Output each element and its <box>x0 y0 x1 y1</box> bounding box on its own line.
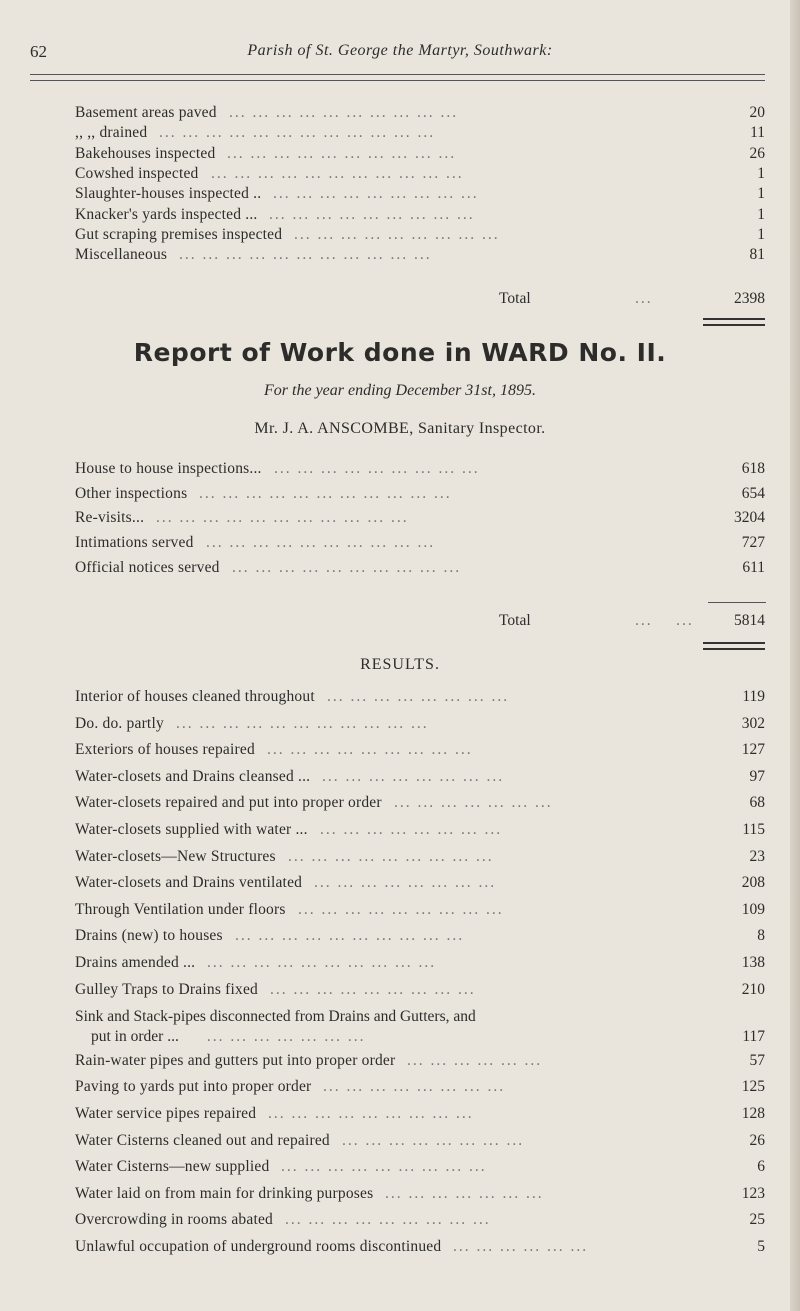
item-value: 119 <box>742 688 765 705</box>
list-item: Through Ventilation under floors 109 ... ... ... ... ... ... ... ... ... <box>75 900 765 918</box>
results-heading: RESULTS. <box>360 656 440 673</box>
item-label: Interior of houses cleaned throughout <box>75 688 315 705</box>
list-item: Water-closets and Drains cleansed ... 97 ... ... ... ... ... ... ... ... <box>75 767 765 785</box>
item-value: 128 <box>741 1105 765 1122</box>
item-value: 1 <box>757 185 765 203</box>
list-item: Basement areas paved 20 ... ... ... ... ... ... ... ... ... ... <box>75 104 765 121</box>
item-label: Official notices served <box>75 558 220 576</box>
item-value: 115 <box>742 821 765 838</box>
list-item: Paving to yards put into proper order 125 ... ... ... ... ... ... ... ... <box>75 1078 765 1096</box>
item-label: Drains (new) to houses <box>75 927 223 945</box>
item-value: 208 <box>741 874 765 892</box>
item-label: Gut scraping premises inspected <box>75 225 283 243</box>
item-label: Unlawful occupation of underground rooms discontinued <box>75 1238 442 1255</box>
item-value: 1 <box>757 164 765 182</box>
item-value: 57 <box>749 1051 765 1069</box>
total-label: Total <box>499 290 531 307</box>
item-label: Paving to yards put into proper order <box>75 1078 312 1096</box>
item-label: Water-closets supplied with water ... <box>75 821 308 838</box>
item-label: Basement areas paved <box>75 104 217 121</box>
item-value: 138 <box>741 954 765 971</box>
header-rule-2 <box>30 80 765 81</box>
list-item: Knacker's yards inspected ... 1 ... ... ... ... ... ... ... ... ... <box>75 205 765 223</box>
item-value: 117 <box>742 1028 765 1046</box>
item-label: Water Cisterns cleaned out and repaired <box>75 1131 330 1149</box>
item-value: 3204 <box>734 509 765 527</box>
item-label: Water Cisterns—new supplied <box>75 1158 270 1176</box>
item-label: Water-closets and Drains cleansed ... <box>75 767 311 785</box>
list-item: Rain-water pipes and gutters put into proper order 57 ... ... ... ... ... ... <box>75 1051 765 1069</box>
item-label: Knacker's yards inspected ... <box>75 205 258 223</box>
item-label: Bakehouses inspected <box>75 144 216 162</box>
page-header <box>30 42 770 64</box>
item-value: 20 <box>749 104 765 121</box>
item-label: Water-closets and Drains ventilated <box>75 874 303 892</box>
item-value: 81 <box>749 246 765 264</box>
report-subtitle: For the year ending December 31st, 1895. <box>264 382 536 399</box>
item-value: 6 <box>757 1158 765 1176</box>
list-item: Overcrowding in rooms abated 25 ... ... ... ... ... ... ... ... ... <box>75 1211 765 1229</box>
item-value: 1 <box>757 205 765 223</box>
total-label: Total <box>499 612 531 629</box>
item-label: Re-visits... <box>75 509 145 527</box>
list-item: Water-closets repaired and put into proper order 68 ... ... ... ... ... ... ... <box>75 794 765 812</box>
item-label: Intimations served <box>75 534 194 552</box>
list-item: Water Cisterns cleaned out and repaired 26 ... ... ... ... ... ... ... ... <box>75 1131 765 1149</box>
item-label: Gulley Traps to Drains fixed <box>75 980 258 998</box>
list-item: Slaughter-houses inspected .. 1 ... ... ... ... ... ... ... ... ... <box>75 185 765 203</box>
item-label: Exteriors of houses repaired <box>75 741 255 759</box>
item-value: 25 <box>749 1211 765 1229</box>
item-value: 109 <box>741 900 765 918</box>
list-item: Official notices served 611 ... ... ... ... ... ... ... ... ... ... <box>75 558 765 576</box>
item-label: Cowshed inspected <box>75 164 199 182</box>
item-value: 125 <box>741 1078 765 1096</box>
list-item: Exteriors of houses repaired 127 ... ... ... ... ... ... ... ... ... <box>75 741 765 759</box>
item-label: Do. do. partly <box>75 714 164 732</box>
double-rule <box>703 642 765 650</box>
item-label: Through Ventilation under floors <box>75 900 286 918</box>
item-value: 727 <box>741 534 765 552</box>
list-item: Cowshed inspected 1 ... ... ... ... ... ... ... ... ... ... ... <box>75 164 765 182</box>
item-value: 210 <box>741 980 765 998</box>
total-value: 5814 <box>734 612 765 629</box>
item-label: House to house inspections... <box>75 460 262 477</box>
list-item: Intimations served 727 ... ... ... ... ... ... ... ... ... ... <box>75 534 765 552</box>
item-value: 302 <box>741 714 765 732</box>
list-item: Do. do. partly 302 ... ... ... ... ... ... ... ... ... ... ... <box>75 714 765 732</box>
list-item: Bakehouses inspected 26 ... ... ... ... ... ... ... ... ... ... <box>75 144 765 162</box>
page-number: 62 <box>30 42 47 61</box>
report-title: Report of Work done in WARD No. II. <box>133 338 667 367</box>
item-value: 26 <box>749 1131 765 1149</box>
list-item: ,, ,, drained 11 ... ... ... ... ... ... ... ... ... ... ... ... <box>75 124 765 142</box>
total-value: 2398 <box>734 290 765 307</box>
item-label: Sink and Stack-pipes disconnected from Drains and Gutters, and <box>75 1008 476 1026</box>
item-value: 123 <box>741 1184 765 1202</box>
list-item: House to house inspections... 618 ... ... ... ... ... ... ... ... ... <box>75 460 765 477</box>
item-label: Other inspections <box>75 484 188 502</box>
item-value: 127 <box>741 741 765 759</box>
list-item: Interior of houses cleaned throughout 119 ... ... ... ... ... ... ... ... <box>75 688 765 705</box>
list-item: Water-closets—New Structures 23 ... ... ... ... ... ... ... ... ... <box>75 847 765 865</box>
list-item: Other inspections 654 ... ... ... ... ... ... ... ... ... ... ... <box>75 484 765 502</box>
item-value: 5 <box>757 1238 765 1255</box>
item-label: Drains amended ... <box>75 954 196 971</box>
double-rule <box>703 318 765 326</box>
item-value: 97 <box>749 767 765 785</box>
item-label: Overcrowding in rooms abated <box>75 1211 274 1229</box>
sum-rule <box>708 602 766 603</box>
item-label: Water laid on from main for drinking purposes <box>75 1184 374 1202</box>
item-value: 611 <box>742 558 765 576</box>
list-item: Drains amended ... 138 ... ... ... ... ... ... ... ... ... ... <box>75 954 765 971</box>
item-label-text: put in order ... <box>91 1028 179 1046</box>
list-item: Water service pipes repaired 128 ... ... ... ... ... ... ... ... ... <box>75 1105 765 1122</box>
running-title: Parish of St. George the Martyr, Southwark: <box>247 42 553 59</box>
list-item: Gulley Traps to Drains fixed 210 ... ... ... ... ... ... ... ... ... <box>75 980 765 998</box>
list-item: Miscellaneous 81 ... ... ... ... ... ... ... ... ... ... ... <box>75 246 765 264</box>
item-label: Miscellaneous <box>75 246 168 264</box>
item-value: 1 <box>757 225 765 243</box>
inspector-line: Mr. J. A. ANSCOMBE, Sanitary Inspector. <box>254 420 546 437</box>
list-item <box>75 1007 765 1047</box>
item-value: 8 <box>757 927 765 945</box>
item-label-continued: put in order ... ... ... ... ... ... ... ... 117 <box>91 1028 765 1046</box>
item-value: 26 <box>749 144 765 162</box>
item-label: Rain-water pipes and gutters put into proper order <box>75 1051 396 1069</box>
item-value: 11 <box>750 124 765 142</box>
item-value: 68 <box>749 794 765 812</box>
item-label: Water service pipes repaired <box>75 1105 257 1122</box>
item-value: 618 <box>741 460 765 477</box>
item-label: Slaughter-houses inspected .. <box>75 185 262 203</box>
item-value: 23 <box>749 847 765 865</box>
item-value: 654 <box>741 484 765 502</box>
item-label: ,, ,, drained <box>75 124 148 142</box>
inspections-total-row: Total ... ... 5814 <box>499 612 765 629</box>
list-item: Drains (new) to houses 8 ... ... ... ... ... ... ... ... ... ... <box>75 927 765 945</box>
list-item: Water-closets and Drains ventilated 208 ... ... ... ... ... ... ... ... <box>75 874 765 892</box>
list-item: Gut scraping premises inspected 1 ... ... ... ... ... ... ... ... ... <box>75 225 765 243</box>
item-label: Water-closets—New Structures <box>75 847 276 865</box>
item-label: Water-closets repaired and put into proper order <box>75 794 382 812</box>
list-item: Water Cisterns—new supplied 6 ... ... ... ... ... ... ... ... ... <box>75 1158 765 1176</box>
list-item: Water-closets supplied with water ... 115 ... ... ... ... ... ... ... ... <box>75 821 765 838</box>
previous-total-row: Total ... 2398 <box>499 290 765 307</box>
header-rule <box>30 74 765 75</box>
list-item: Unlawful occupation of underground rooms discontinued 5 ... ... ... ... ... ... <box>75 1238 765 1255</box>
list-item: Water laid on from main for drinking purposes 123 ... ... ... ... ... ... ... <box>75 1184 765 1202</box>
list-item: Re-visits... 3204 ... ... ... ... ... ... ... ... ... ... ... <box>75 509 765 527</box>
